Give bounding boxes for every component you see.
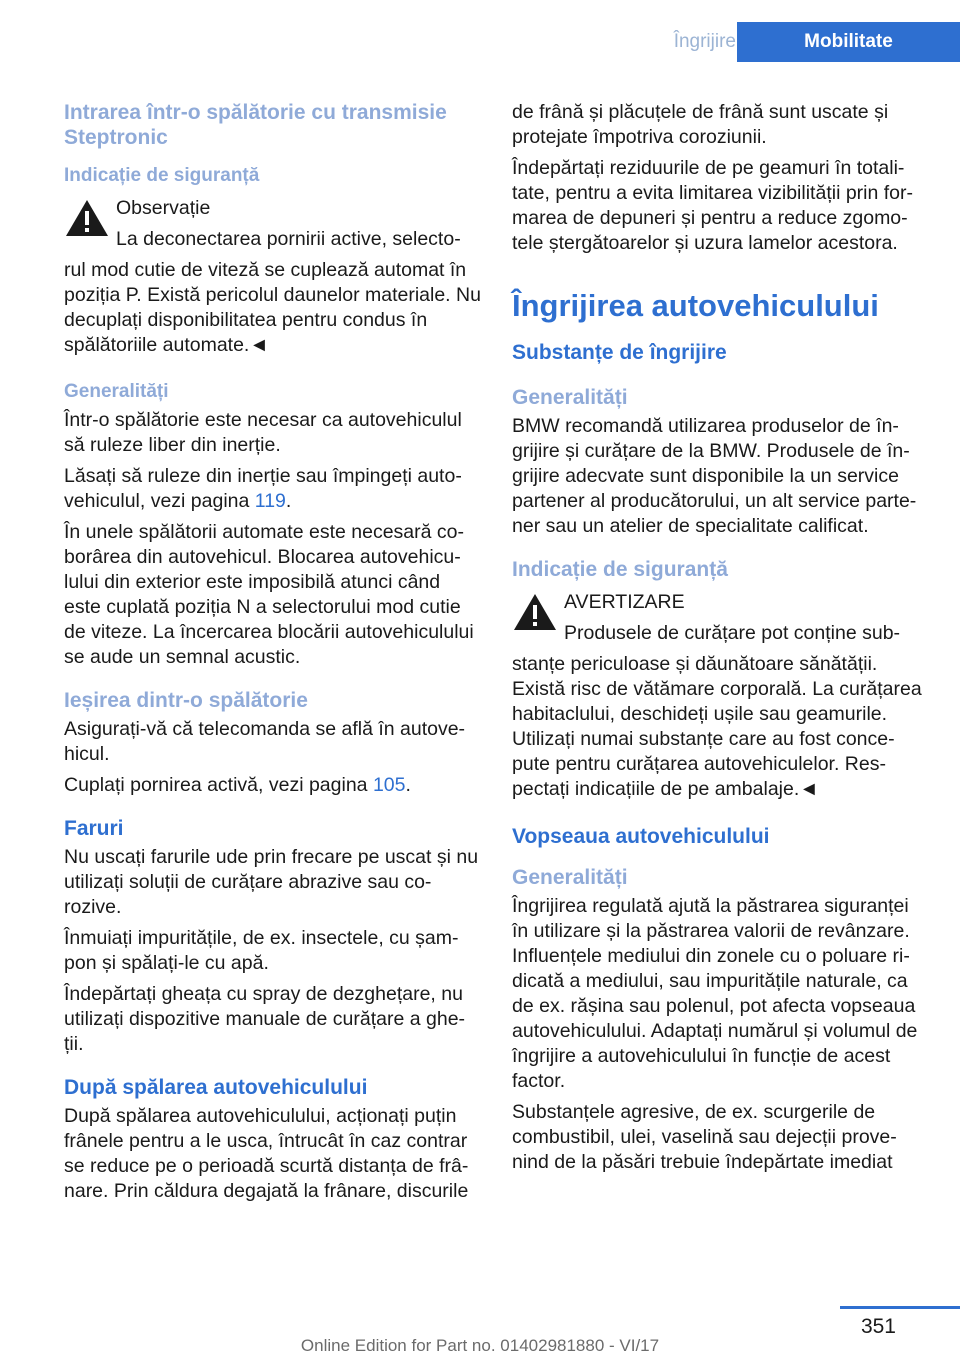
warning-text: stanțe periculoase și dăunătoare sănătății. Există risc de vătămare corporală. La curățarea habitaclului, deschideți ușile sau geamurile. Utilizați numai substanțe care au fost conce‐ pute pentru curățarea autovehiculelor. Res‐ pectați indicațiile de pe ambalaje.◄ — [512, 653, 922, 800]
tab-mobilitate[interactable]: Mobilitate — [737, 22, 960, 62]
page-header — [0, 22, 960, 62]
tab-ingrijire[interactable]: Îngrijire — [673, 31, 736, 52]
paragraph: Cuplați pornirea activă, vezi pagina 105. — [64, 774, 411, 796]
paragraph: Îngrijirea regulată ajută la păstrarea siguranței în utilizare și la păstrarea valorii de revânzare. Influențele mediului din zonele cu o poluare ri‐ dicată a mediului, sau impuritățile naturale, ca de ex. rășina sau polenul, pot afecta vopseaua autovehiculului. Adaptați numărul și volumul de îngrijire a autovehiculului în funcție de acest factor. — [512, 895, 918, 1092]
heading-paint: Vopseaua autovehiculului — [512, 825, 770, 848]
paragraph: După spălarea autovehiculului, acționați puțin frânele pentru a le usca, întrucât în caz contrar se reduce pe o perioadă scurtă distanța de frâ‐ nare. Prin căldura degajată la frânare, discurile — [64, 1105, 469, 1202]
footer-edition: Online Edition for Part no. 01402981880 - VI/17 — [300, 1336, 660, 1355]
heading-safety: Indicație de siguranță — [64, 165, 260, 186]
heading-safety: Indicație de siguranță — [512, 558, 728, 581]
paragraph: de frână și plăcuțele de frână sunt uscate și protejate împotriva coroziunii. — [512, 101, 889, 148]
paragraph: Îndepărtați gheața cu spray de dezghețare, nu utilizați dispozitive manuale de curățare a ghe‐ ții. — [64, 983, 466, 1055]
paragraph: Asigurați-vă că telecomanda se află în autove‐ hicul. — [64, 718, 466, 765]
warning-title: Observație — [116, 197, 211, 219]
paragraph: Nu uscați farurile ude prin frecare pe uscat și nu utilizați soluții de curățare abrazive sau co‐ rozive. — [64, 846, 479, 918]
warning-first-line: La deconectarea pornirii active, selecto‐ — [116, 228, 461, 250]
page-number: 351 — [860, 1315, 896, 1338]
heading-faruri: Faruri — [64, 817, 124, 840]
heading-general: Generalități — [512, 866, 628, 889]
warning-text: rul mod cutie de viteză se cuplează automat în poziția P. Există pericolul daunelor materiale. Nu decuplați disponibilitatea pentru condus în spălătoriile automate.◄ — [64, 259, 481, 356]
paragraph: Lăsați să ruleze din inerție sau împingeți auto‐ vehiculul, vezi pagina 119. — [64, 465, 462, 512]
paragraph: BMW recomandă utilizarea produselor de în‐ grijire și curățare de la BMW. Produsele de în‐ grijire adecvate sunt disponibile la un service partener al producătorului, un alt service parte‐ ner sau un atelier de specialitate calificat. — [512, 415, 917, 537]
heading-steptronic: Intrarea într-o spălătorie cu transmisie Steptronic — [64, 101, 447, 149]
heading-care-substances: Substanțe de îngrijire — [512, 341, 727, 364]
heading-vehicle-care: Îngrijirea autovehiculului — [512, 288, 879, 323]
heading-after-wash: După spălarea autovehiculului — [64, 1076, 368, 1099]
warning-title: AVERTIZARE — [564, 591, 685, 613]
heading-general: Generalități — [512, 386, 628, 409]
paragraph: În unele spălătorii automate este necesară co‐ borârea din autovehicul. Blocarea autovehicu‐ lului din exterior este imposibilă atunci când este cuplată poziția N a selectorului mod cutie de viteze. La încercarea blocării autovehiculului se aude un semnal acustic. — [64, 521, 474, 668]
page-link-119[interactable]: 119 — [254, 490, 286, 512]
left-column — [64, 100, 482, 1210]
paragraph: Substanțele agresive, de ex. scurgerile de combustibil, ulei, vaselină sau dejecții prove‐ nind de la păsări trebuie îndepărtate imediat — [512, 1101, 897, 1173]
warning-note — [64, 196, 482, 258]
footer-accent-line — [840, 1306, 960, 1309]
right-column — [512, 100, 930, 1181]
paragraph: Înmuiați impuritățile, de ex. insectele, cu șam‐ pon și spălați-le cu apă. — [64, 927, 459, 974]
warning-note — [512, 590, 930, 652]
paragraph: Într-o spălătorie este necesar ca autovehiculul să ruleze liber din inerție. — [64, 409, 462, 456]
heading-general: Generalități — [64, 381, 169, 402]
page-link-105[interactable]: 105 — [372, 774, 406, 796]
warning-triangle-icon — [512, 592, 558, 632]
heading-exit: Ieșirea dintr-o spălătorie — [64, 689, 308, 712]
warning-triangle-icon — [64, 198, 110, 238]
warning-first-line: Produsele de curățare pot conține sub‐ — [564, 622, 901, 644]
paragraph: Îndepărtați reziduurile de pe geamuri în totali‐ tate, pentru a evita limitarea vizibilității prin for‐ marea de depuneri și pentru a reduce zgomo‐ tele ștergătoarelor și uzura lamelor acestora. — [512, 157, 913, 254]
